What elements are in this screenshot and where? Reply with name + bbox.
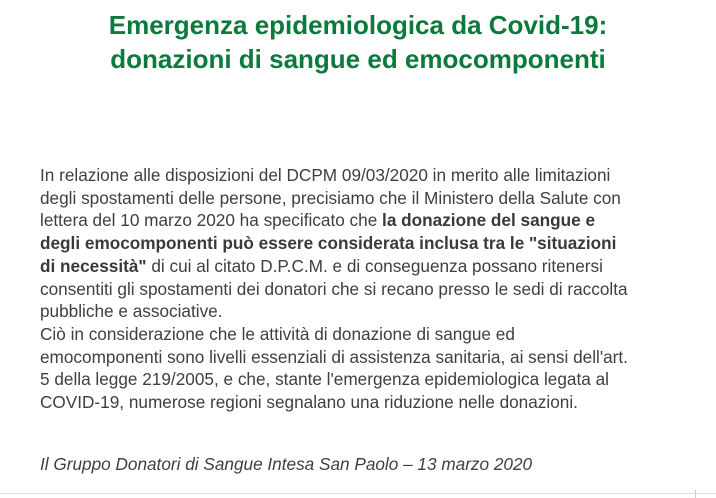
body-line [40, 232, 705, 255]
bold-highlight: degli emocomponenti può essere considerata inclusa tra le "situazioni [40, 233, 617, 254]
body-text-segment: di cui al citato D.P.C.M. e di conseguenza possano ritenersi [146, 255, 603, 276]
body-line: Ciò in considerazione che le attività di donazione di sangue ed [40, 323, 515, 344]
body-text-segment: lettera del 10 marzo 2020 ha specificato che [40, 210, 383, 231]
bottom-divider [0, 493, 716, 494]
announcement-body [40, 164, 705, 414]
body-line: degli spostamenti delle persone, precisiamo che il Ministero della Salute con [40, 187, 621, 208]
body-line: pubbliche e associative. [40, 301, 223, 322]
page-title [0, 8, 716, 76]
bold-highlight: di necessità" [40, 255, 147, 276]
bold-highlight: la donazione del sangue e [382, 210, 596, 231]
body-line: In relazione alle disposizioni del DCPM 09/03/2020 in merito alle limitazioni [40, 165, 611, 185]
body-line: COVID-19, numerose regioni segnalano una riduzione nelle donazioni. [40, 392, 578, 413]
body-line [40, 209, 705, 232]
body-line: consentiti gli spostamenti dei donatori che si recano presso le sedi di raccolta [40, 278, 628, 299]
title-line-1: Emergenza epidemiologica da Covid-19: [108, 10, 608, 40]
body-line: 5 della legge 219/2005, e che, stante l'emergenza epidemiologica legata al [40, 369, 609, 390]
corner-divider [695, 490, 716, 498]
title-line-2: donazioni di sangue ed emocomponenti [110, 44, 606, 74]
body-line [40, 255, 705, 278]
signature: Il Gruppo Donatori di Sangue Intesa San Paolo – 13 marzo 2020 [40, 454, 533, 474]
body-line: emocomponenti sono livelli essenziali di assistenza sanitaria, ai sensi dell'art. [40, 346, 628, 367]
